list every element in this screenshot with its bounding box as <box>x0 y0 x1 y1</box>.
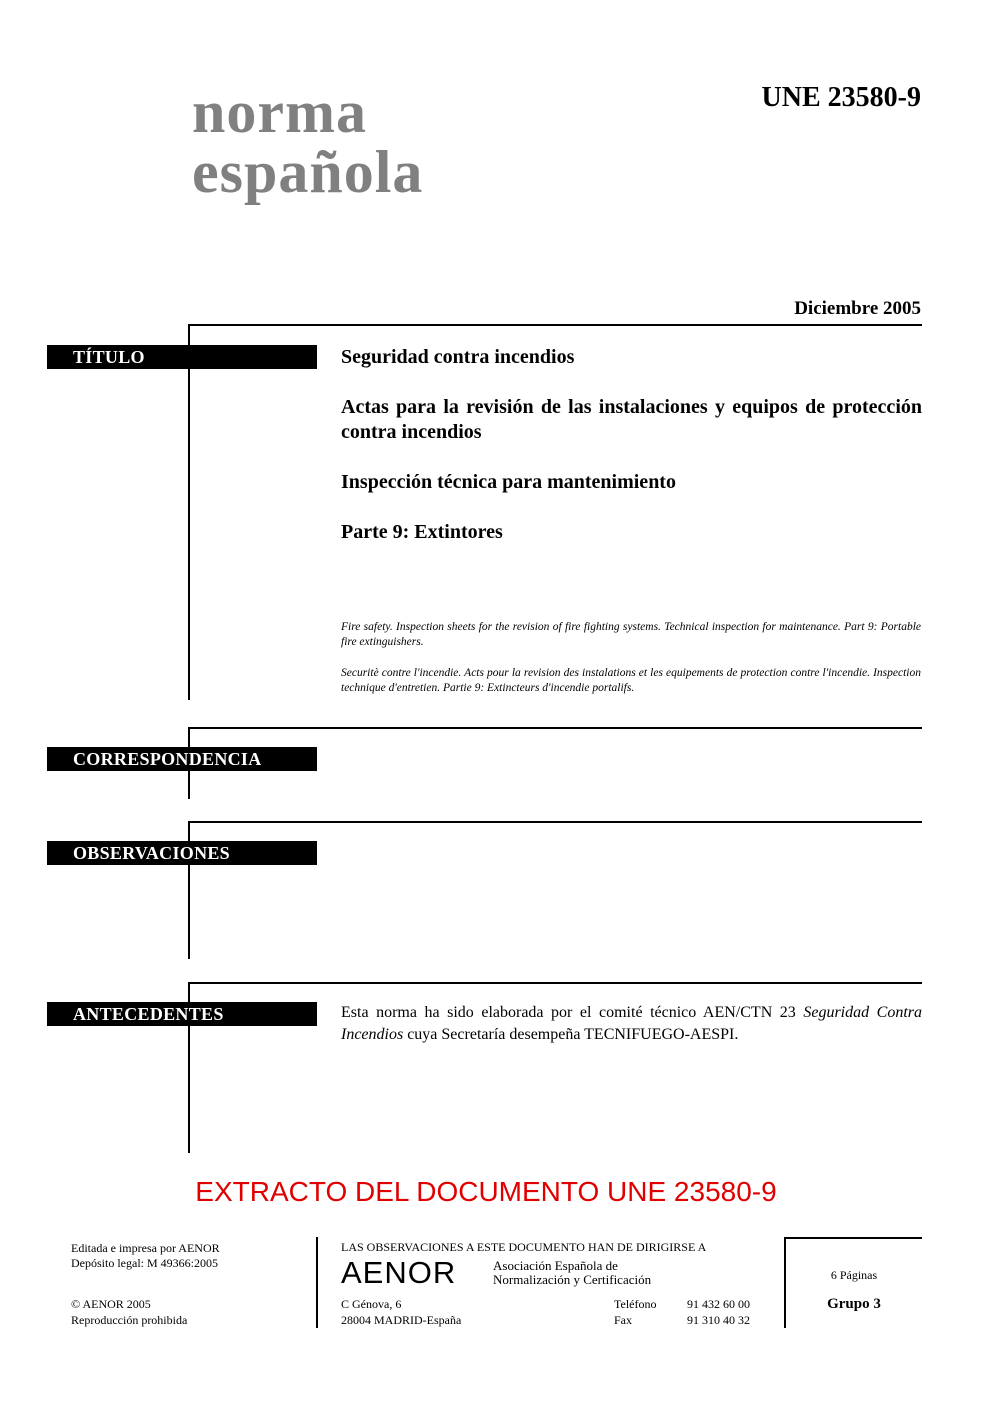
address-line1: C Génova, 6 <box>341 1297 402 1311</box>
fax-value: 91 310 40 32 <box>687 1313 750 1327</box>
publication-date: Diciembre 2005 <box>794 298 921 319</box>
antecedentes-top-rule <box>189 982 922 984</box>
observaciones-label: OBSERVACIONES <box>47 841 317 865</box>
titulo-top-rule <box>189 324 922 326</box>
observaciones-top-rule <box>189 821 922 823</box>
correspondencia-label: CORRESPONDENCIA <box>47 747 317 771</box>
antecedentes-text <box>341 1002 922 1046</box>
aenor-full-name <box>493 1259 651 1287</box>
title-line-2: Actas para la revisión de las instalaciones y equipos de protección contra incendios <box>341 396 922 443</box>
brand-title-line1: norma <box>192 79 367 145</box>
footer-legal-deposit: Depósito legal: M 49366:2005 <box>71 1256 218 1270</box>
page-count: 6 Páginas <box>830 1268 878 1282</box>
footer-reproduction: Reproducción prohibida <box>71 1313 188 1327</box>
title-line-4: Parte 9: Extintores <box>341 521 503 543</box>
footer-divider <box>316 1237 318 1328</box>
titulo-label: TÍTULO <box>47 345 317 369</box>
titulo-side-rule <box>188 324 190 700</box>
phone-label: Teléfono <box>614 1297 657 1311</box>
price-group: Grupo 3 <box>827 1296 881 1312</box>
org-name-line2: Normalización y Certificación <box>493 1272 652 1287</box>
french-title: Securitè contre l'incendie. Acts pour la revision des instalations et les equipements de protection contre l'incendie. Inspection technique d'entretien. Partie 9: Extincteurs d'incendie portalifs. <box>341 667 921 694</box>
address-line2: 28004 MADRID-España <box>341 1313 462 1327</box>
committee-name: Seguridad Contra Incendios <box>341 1004 922 1043</box>
title-line-1: Seguridad contra incendios <box>341 346 575 368</box>
correspondencia-top-rule <box>189 727 922 729</box>
fax-label: Fax <box>614 1313 632 1327</box>
english-title: Fire safety. Inspection sheets for the revision of fire fighting systems. Technical inspection for maintenance. Part 9: Portable fire extinguishers. <box>341 621 921 648</box>
antecedentes-label: ANTECEDENTES <box>47 1002 317 1026</box>
footer-box-top-rule <box>784 1237 922 1239</box>
footer-copyright: © AENOR 2005 <box>71 1297 151 1311</box>
footer-observations-note: LAS OBSERVACIONES A ESTE DOCUMENTO HAN DE DIRIGIRSE A <box>341 1240 707 1254</box>
brand-title-line2: española <box>192 139 424 205</box>
antecedentes-text-end: cuya Secretaría desempeña TECNIFUEGO-AESPI. <box>403 1026 739 1043</box>
aenor-logo: AENOR <box>341 1255 457 1290</box>
phone-value: 91 432 60 00 <box>687 1297 750 1311</box>
standard-code: UNE 23580-9 <box>761 82 921 113</box>
title-line-3: Inspección técnica para mantenimiento <box>341 471 676 493</box>
org-name-line1: Asociación Española de <box>493 1258 618 1273</box>
antecedentes-text-start: Esta norma ha sido elaborada por el comité técnico AEN/CTN 23 <box>341 1004 804 1021</box>
footer-edited-by: Editada e impresa por AENOR <box>71 1241 220 1255</box>
extract-banner: EXTRACTO DEL DOCUMENTO UNE 23580-9 <box>195 1176 777 1207</box>
